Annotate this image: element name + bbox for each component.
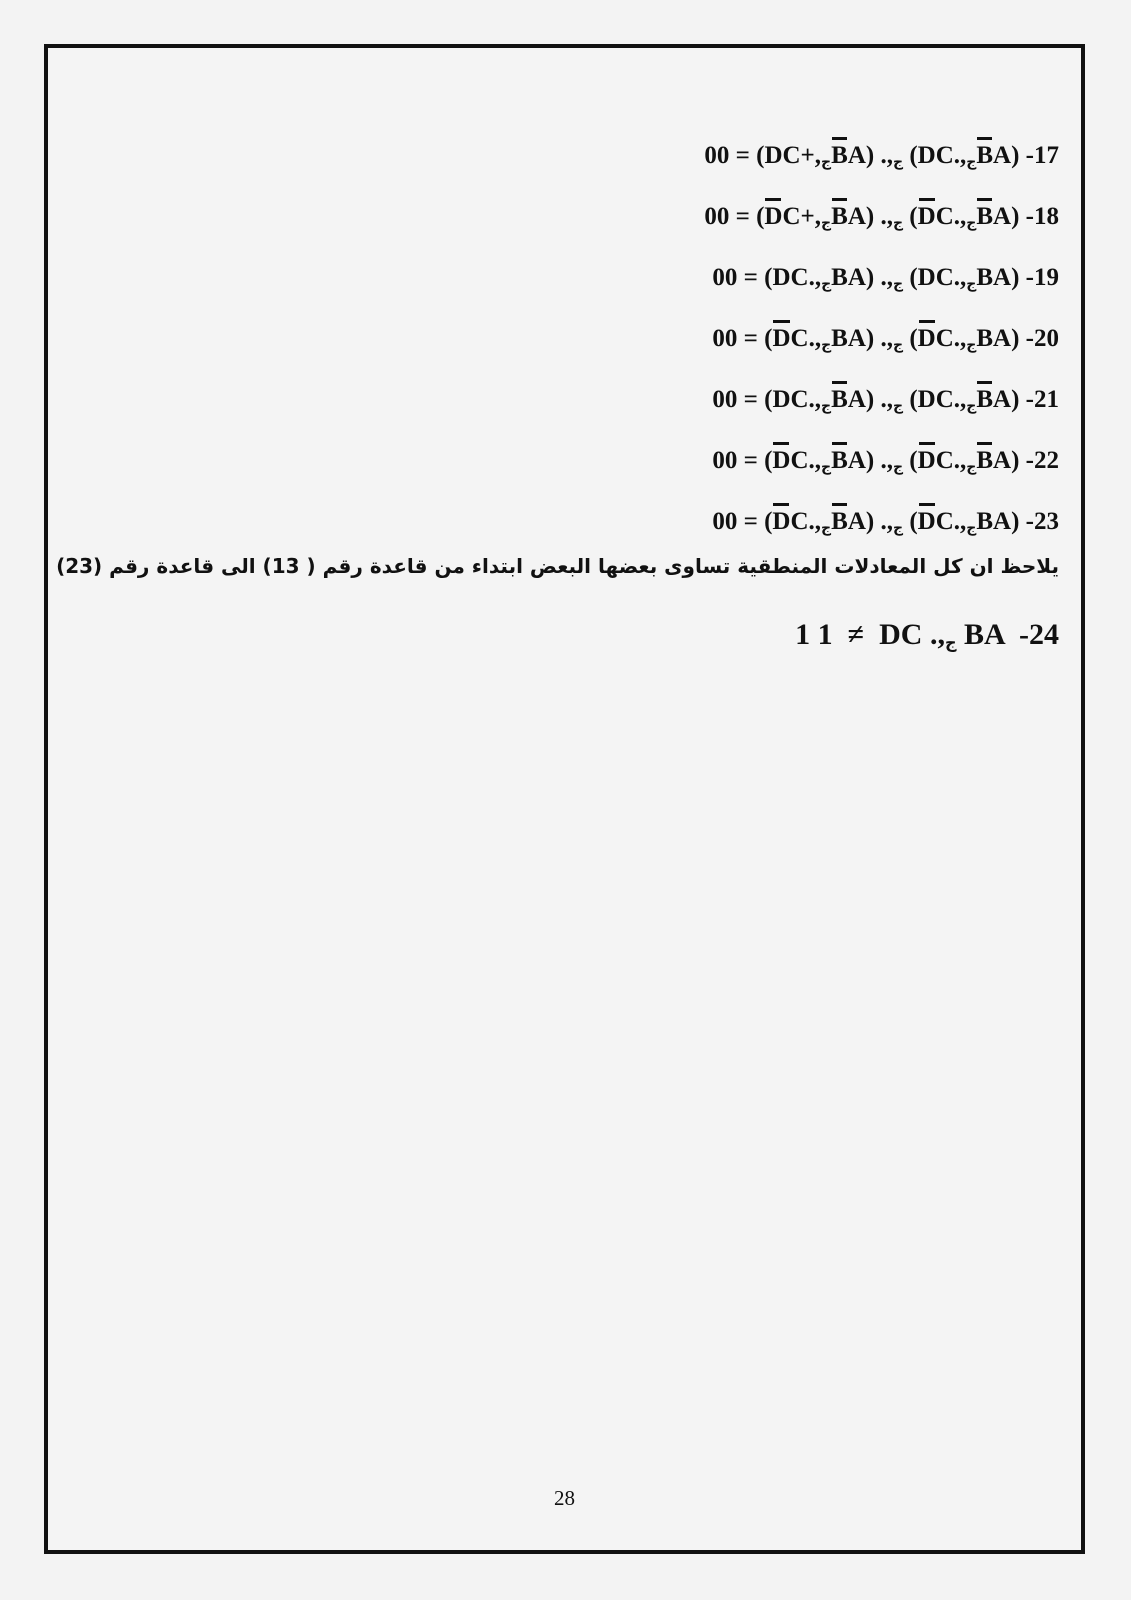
close-paren: ) <box>1011 508 1020 535</box>
equation-17 <box>704 142 1059 170</box>
term-b-negated: B <box>831 508 848 535</box>
arabic-operator: ج <box>966 215 977 231</box>
mid-operator: ., <box>929 618 945 651</box>
comma: , <box>814 203 822 230</box>
arabic-operator: ج <box>944 633 957 652</box>
mid-operator: ., <box>880 264 893 291</box>
open-paren: ( <box>909 325 918 352</box>
close-paren: ) <box>865 508 875 535</box>
arabic-operator: ج <box>892 154 904 170</box>
comma: , <box>960 325 967 352</box>
dot: . <box>953 447 960 474</box>
term-b-negated: B <box>976 447 994 474</box>
close-paren: ) <box>865 325 875 352</box>
arabic-operator: ج <box>966 520 977 536</box>
term-a: A <box>847 508 866 535</box>
term-ba: BA <box>831 264 866 291</box>
comma: , <box>960 203 967 230</box>
arabic-operator: ج <box>892 337 904 353</box>
dot: . <box>953 508 961 535</box>
comma: , <box>814 142 822 169</box>
dot: . <box>953 142 960 169</box>
mid-operator: ., <box>880 508 893 535</box>
term-a: A <box>847 203 866 230</box>
equation-number: -21 <box>1025 386 1059 413</box>
close-paren: ) <box>865 447 875 474</box>
not-equal-sign: ≠ <box>847 618 865 651</box>
term-b-negated: B <box>976 203 994 230</box>
term-d-negated: D <box>917 447 936 474</box>
comma: , <box>814 325 822 352</box>
equation-result: 00 = <box>712 264 758 291</box>
mid-operator: ., <box>880 447 893 474</box>
note-paragraph: يلاحظ ان كل المعادلات المنطقية تساوى بعضها البعض ابتداء من قاعدة رقم ( 13) الى قاعدة رقم (23) <box>56 554 1059 578</box>
open-paren: ( <box>764 325 773 352</box>
page-frame <box>44 44 1085 1554</box>
arabic-operator: ج <box>966 154 977 170</box>
term-c: C <box>935 447 954 474</box>
arabic-operator: ج <box>821 520 832 536</box>
comma: , <box>814 508 822 535</box>
open-paren: ( <box>764 508 773 535</box>
term-b-negated: B <box>831 386 848 413</box>
open-paren: ( <box>909 142 918 169</box>
comma: , <box>960 508 967 535</box>
close-paren: ) <box>1011 447 1020 474</box>
term-c: C <box>790 508 809 535</box>
open-paren: ( <box>909 203 918 230</box>
term-dc: DC <box>917 386 954 413</box>
term-c: C <box>782 203 801 230</box>
dot: . <box>808 447 815 474</box>
term-d-negated: D <box>772 325 791 352</box>
equation-19 <box>712 264 1059 292</box>
comma: , <box>960 447 967 474</box>
term-b-negated: B <box>976 142 994 169</box>
comma: , <box>960 142 967 169</box>
mid-operator: ., <box>880 142 893 169</box>
arabic-operator: ج <box>821 276 832 292</box>
equation-number: -22 <box>1025 447 1059 474</box>
dot: . <box>808 264 815 291</box>
equation-result: 00 = <box>704 142 750 169</box>
open-paren: ( <box>909 447 918 474</box>
term-dc: DC <box>764 142 801 169</box>
close-paren: ) <box>865 203 875 230</box>
mid-operator: ., <box>880 203 893 230</box>
dot: . <box>808 508 815 535</box>
arabic-operator: ج <box>966 398 977 414</box>
term-ba: BA <box>963 618 1004 651</box>
open-paren: ( <box>756 142 765 169</box>
term-dc: DC <box>917 142 954 169</box>
term-a: A <box>993 447 1012 474</box>
open-paren: ( <box>764 264 773 291</box>
equation-23 <box>712 508 1059 536</box>
term-b-negated: B <box>976 386 994 413</box>
term-b-negated: B <box>831 447 848 474</box>
term-ba: BA <box>976 264 1012 291</box>
equation-18 <box>704 203 1059 231</box>
comma: , <box>814 386 822 413</box>
arabic-operator: ج <box>821 398 832 414</box>
term-dc: DC <box>772 264 809 291</box>
term-a: A <box>993 142 1012 169</box>
term-d-negated: D <box>917 203 936 230</box>
equation-result: 00 = <box>704 203 750 230</box>
equation-number: -23 <box>1025 508 1059 535</box>
equation-number: -18 <box>1025 203 1059 230</box>
open-paren: ( <box>909 386 918 413</box>
arabic-operator: ج <box>821 459 832 475</box>
term-a: A <box>847 386 866 413</box>
open-paren: ( <box>909 264 918 291</box>
open-paren: ( <box>764 386 773 413</box>
term-b-negated: B <box>831 203 848 230</box>
arabic-operator: ج <box>966 276 977 292</box>
equation-number: -20 <box>1025 325 1059 352</box>
dot: . <box>953 203 960 230</box>
arabic-operator: ج <box>966 337 977 353</box>
close-paren: ) <box>1011 142 1020 169</box>
term-a: A <box>993 386 1012 413</box>
term-b-negated: B <box>831 142 848 169</box>
arabic-operator: ج <box>892 215 904 231</box>
arabic-operator: ج <box>892 398 904 414</box>
arabic-operator: ج <box>892 276 904 292</box>
dot: . <box>953 386 960 413</box>
term-d-negated: D <box>764 203 783 230</box>
close-paren: ) <box>1011 264 1020 291</box>
close-paren: ) <box>865 386 875 413</box>
term-d-negated: D <box>772 447 791 474</box>
arabic-operator: ج <box>892 520 904 536</box>
mid-operator: ., <box>880 325 893 352</box>
term-dc: DC <box>772 386 809 413</box>
dot: . <box>808 386 815 413</box>
term-ba: BA <box>976 508 1012 535</box>
arabic-operator: ج <box>892 459 904 475</box>
page-number: 28 <box>554 1486 575 1510</box>
arabic-operator: ج <box>821 154 832 170</box>
equation-number: -19 <box>1025 264 1059 291</box>
comma: , <box>960 264 967 291</box>
term-c: C <box>935 203 954 230</box>
close-paren: ) <box>865 142 875 169</box>
term-dc: DC <box>879 618 923 651</box>
mid-operator: ., <box>880 386 893 413</box>
equation-22 <box>712 447 1059 475</box>
term-dc: DC <box>917 264 954 291</box>
dot: . <box>808 325 815 352</box>
term-c: C <box>935 325 954 352</box>
comma: , <box>814 264 822 291</box>
open-paren: ( <box>909 508 918 535</box>
term-c: C <box>790 325 809 352</box>
open-paren: ( <box>764 447 773 474</box>
close-paren: ) <box>1011 203 1020 230</box>
equation-number: -24 <box>1019 618 1059 651</box>
term-a: A <box>847 447 866 474</box>
close-paren: ) <box>1011 386 1020 413</box>
arabic-operator: ج <box>966 459 977 475</box>
term-a: A <box>993 203 1012 230</box>
term-a: A <box>847 142 866 169</box>
plus-sign: + <box>800 203 815 230</box>
term-c: C <box>935 508 954 535</box>
equation-result: 00 = <box>712 447 758 474</box>
close-paren: ) <box>1011 325 1020 352</box>
equation-result: 1 1 <box>795 618 833 651</box>
equation-20 <box>712 325 1059 353</box>
equation-number: -17 <box>1025 142 1059 169</box>
term-d-negated: D <box>917 508 936 535</box>
term-ba: BA <box>976 325 1012 352</box>
equation-result: 00 = <box>712 508 758 535</box>
arabic-operator: ج <box>821 337 832 353</box>
term-ba: BA <box>831 325 866 352</box>
dot: . <box>953 325 961 352</box>
term-d-negated: D <box>917 325 936 352</box>
equation-result: 00 = <box>712 386 758 413</box>
close-paren: ) <box>865 264 875 291</box>
dot: . <box>953 264 961 291</box>
term-c: C <box>790 447 809 474</box>
comma: , <box>960 386 967 413</box>
term-d-negated: D <box>772 508 791 535</box>
equation-21 <box>712 386 1059 414</box>
comma: , <box>814 447 822 474</box>
plus-sign: + <box>800 142 815 169</box>
arabic-operator: ج <box>821 215 832 231</box>
open-paren: ( <box>756 203 765 230</box>
equation-24 <box>795 618 1059 652</box>
equation-result: 00 = <box>712 325 758 352</box>
